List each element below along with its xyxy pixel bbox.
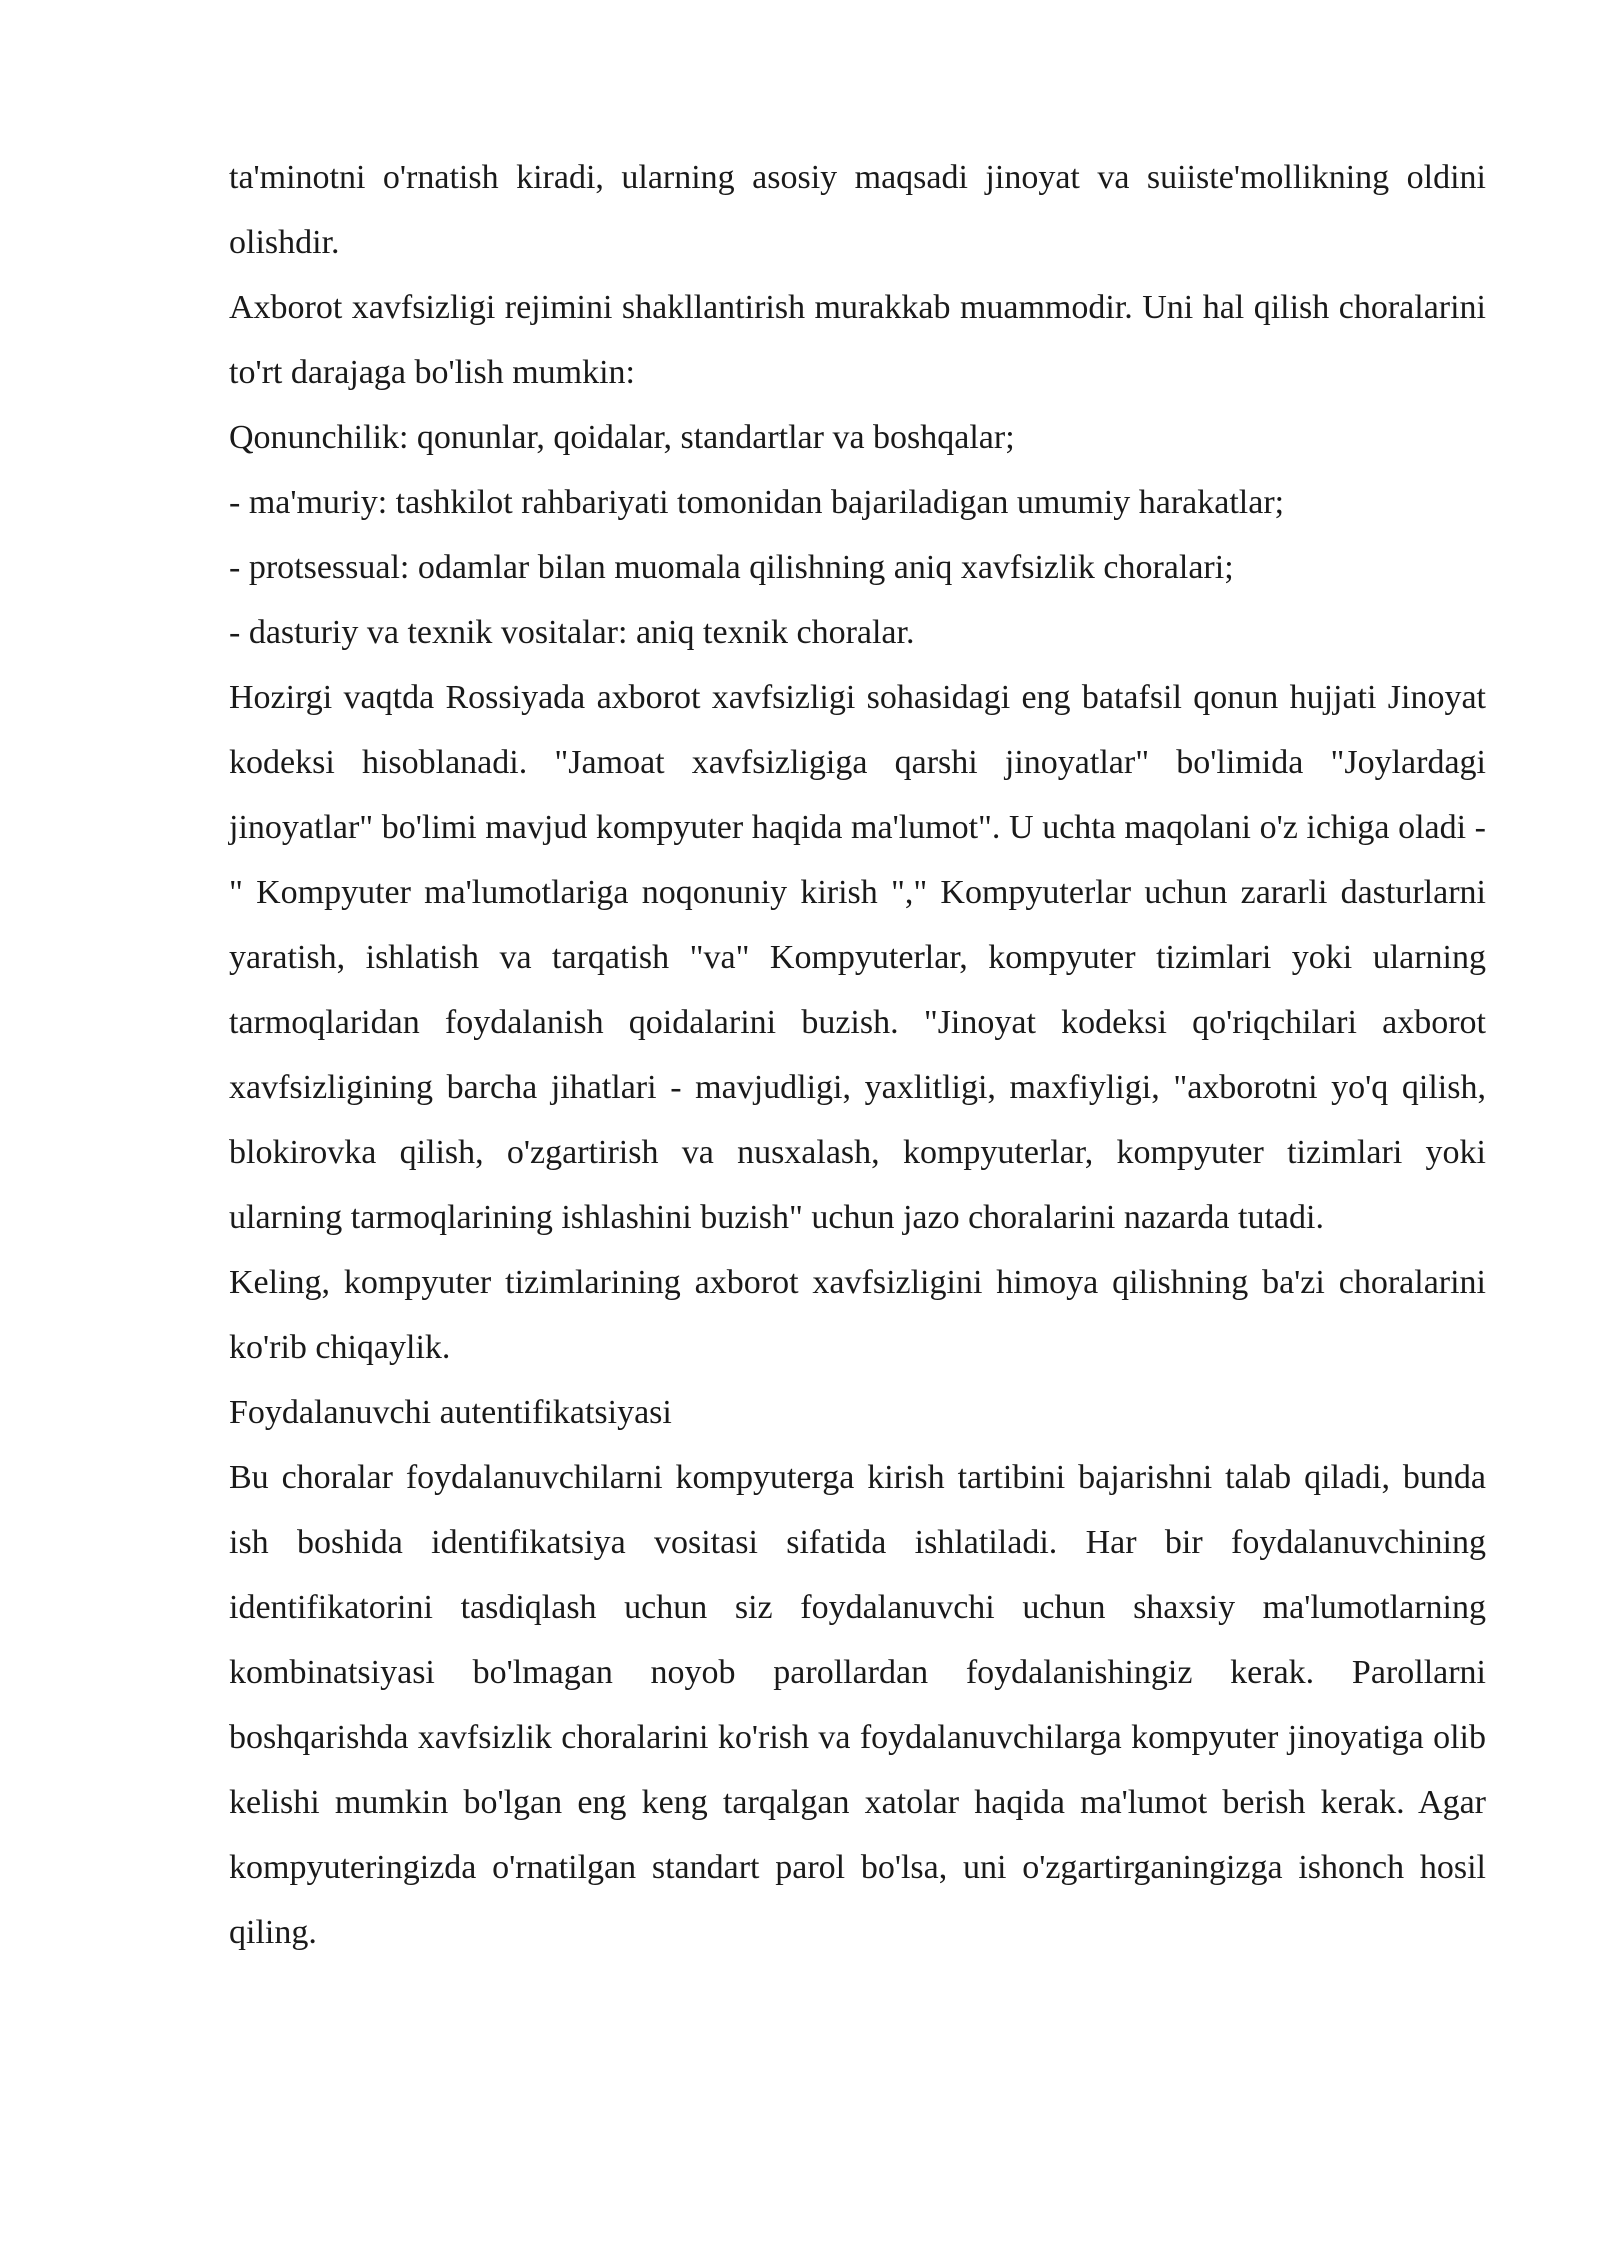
paragraph-criminal-code: Hozirgi vaqtda Rossiyada axborot xavfsizligi sohasidagi eng batafsil qonun hujjati Jinoyat kodeksi hisoblanadi. "Jamoat xavfsizligiga qarshi jinoyatlar" bo'limida "Joylardagi jinoyatlar" bo'limi mavjud kompyuter haqida ma'lumot". U uchta maqolani o'z ichiga oladi -" Kompyuter ma'lumotlariga noqonuniy kirish "," Kompyuterlar uchun zararli dasturlarni yaratish, ishlatish va tarqatish "va" Kompyuterlar, kompyuter tizimlari yoki ularning tarmoqlaridan foydalanish qoidalarini buzish. "Jinoyat kodeksi qo'riqchilari axborot xavfsizligining barcha jihatlari - mavjudligi, yaxlitligi, maxfiyligi, "axborotni yo'q qilish, blokirovka qilish, o'zgartirish va nusxalash, kompyuterlar, kompyuter tizimlari yoki ularning tarmoqlarining ishlashini buzish" uchun jazo choralarini nazarda tutadi. — [229, 679, 1486, 1236]
paragraph-transition: Keling, kompyuter tizimlarining axborot xavfsizligini himoya qilishning ba'zi choralarini ko'rib chiqaylik. — [229, 1264, 1486, 1366]
document-body — [229, 145, 1486, 1965]
section-heading: Foydalanuvchi autentifikatsiyasi — [229, 1394, 672, 1431]
list-item-procedural: - protsessual: odamlar bilan muomala qilishning aniq xavfsizlik choralari; — [229, 549, 1234, 586]
list-item-legislative: Qonunchilik: qonunlar, qoidalar, standartlar va boshqalar; — [229, 419, 1015, 456]
paragraph-intro: Axborot xavfsizligi rejimini shakllantirish murakkab muammodir. Uni hal qilish choralarini to'rt darajaga bo'lish mumkin: — [229, 289, 1486, 391]
list-item-administrative: - ma'muriy: tashkilot rahbariyati tomonidan bajariladigan umumiy harakatlar; — [229, 484, 1285, 521]
paragraph-continuation: ta'minotni o'rnatish kiradi, ularning asosiy maqsadi jinoyat va suiiste'mollikning oldini olishdir. — [229, 159, 1486, 261]
list-item-technical: - dasturiy va texnik vositalar: aniq texnik choralar. — [229, 614, 915, 651]
paragraph-authentication: Bu choralar foydalanuvchilarni kompyuterga kirish tartibini bajarishni talab qiladi, bunda ish boshida identifikatsiya vositasi sifatida ishlatiladi. Har bir foydalanuvchining identifikatorini tasdiqlash uchun siz foydalanuvchi uchun shaxsiy ma'lumotlarning kombinatsiyasi bo'lmagan noyob parollardan foydalanishingiz kerak. Parollarni boshqarishda xavfsizlik choralarini ko'rish va foydalanuvchilarga kompyuter jinoyatiga olib kelishi mumkin bo'lgan eng keng tarqalgan xatolar haqida ma'lumot berish kerak. Agar kompyuteringizda o'rnatilgan standart parol bo'lsa, uni o'zgartirganingizga ishonch hosil qiling. — [229, 1459, 1486, 1951]
